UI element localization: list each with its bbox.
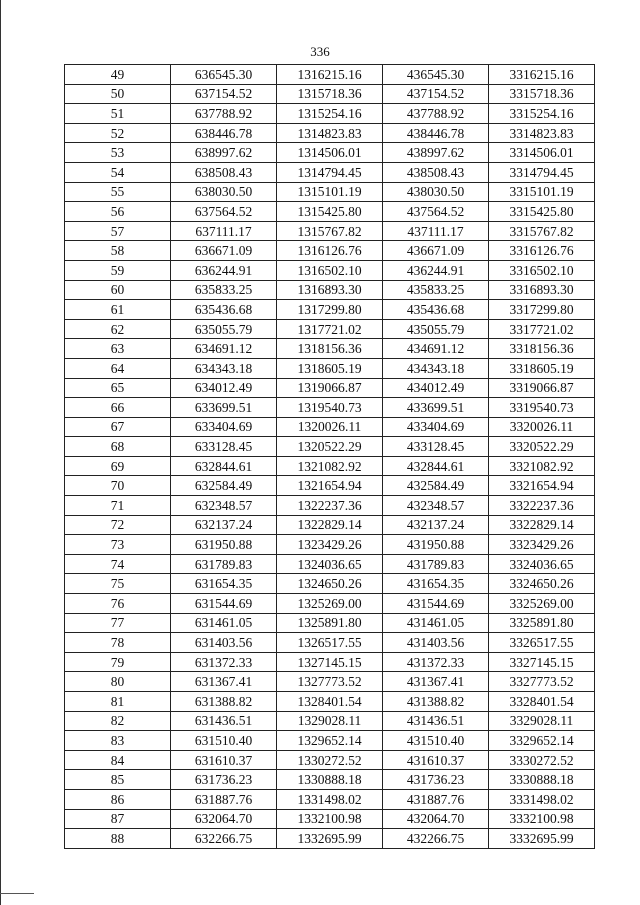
point-number-cell: 55	[65, 182, 171, 202]
x2-coordinate-cell: 432266.75	[383, 829, 489, 849]
point-number-cell: 51	[65, 104, 171, 124]
x-coordinate-cell: 637111.17	[171, 221, 277, 241]
point-number-cell: 50	[65, 84, 171, 104]
x2-coordinate-cell: 431510.40	[383, 731, 489, 751]
x2-coordinate-cell: 438446.78	[383, 123, 489, 143]
table-row	[65, 162, 595, 182]
y2-coordinate-cell: 3330272.52	[489, 750, 595, 770]
table-row	[65, 84, 595, 104]
x2-coordinate-cell: 432064.70	[383, 809, 489, 829]
table-row	[65, 574, 595, 594]
x-coordinate-cell: 631436.51	[171, 711, 277, 731]
y-coordinate-cell: 1319066.87	[277, 378, 383, 398]
point-number-cell: 77	[65, 613, 171, 633]
y-coordinate-cell: 1327145.15	[277, 652, 383, 672]
x2-coordinate-cell: 436545.30	[383, 65, 489, 85]
x-coordinate-cell: 631610.37	[171, 750, 277, 770]
x2-coordinate-cell: 431789.83	[383, 554, 489, 574]
y2-coordinate-cell: 3316502.10	[489, 260, 595, 280]
y-coordinate-cell: 1329028.11	[277, 711, 383, 731]
x-coordinate-cell: 636244.91	[171, 260, 277, 280]
table-row	[65, 300, 595, 320]
y-coordinate-cell: 1325891.80	[277, 613, 383, 633]
y2-coordinate-cell: 3330888.18	[489, 770, 595, 790]
x-coordinate-cell: 638508.43	[171, 162, 277, 182]
table-row	[65, 554, 595, 574]
coordinate-table-body	[65, 65, 595, 849]
point-number-cell: 57	[65, 221, 171, 241]
x-coordinate-cell: 631544.69	[171, 594, 277, 614]
x-coordinate-cell: 631388.82	[171, 692, 277, 712]
table-row	[65, 770, 595, 790]
x2-coordinate-cell: 431403.56	[383, 633, 489, 653]
x-coordinate-cell: 636545.30	[171, 65, 277, 85]
y2-coordinate-cell: 3316215.16	[489, 65, 595, 85]
point-number-cell: 78	[65, 633, 171, 653]
point-number-cell: 59	[65, 260, 171, 280]
page-left-edge	[0, 0, 1, 905]
x2-coordinate-cell: 432137.24	[383, 515, 489, 535]
footnote-rule	[0, 893, 34, 894]
table-row	[65, 65, 595, 85]
x-coordinate-cell: 632064.70	[171, 809, 277, 829]
x2-coordinate-cell: 431436.51	[383, 711, 489, 731]
y-coordinate-cell: 1316126.76	[277, 241, 383, 261]
point-number-cell: 84	[65, 750, 171, 770]
table-row	[65, 202, 595, 222]
x-coordinate-cell: 631950.88	[171, 535, 277, 555]
y2-coordinate-cell: 3319540.73	[489, 398, 595, 418]
x2-coordinate-cell: 436671.09	[383, 241, 489, 261]
point-number-cell: 74	[65, 554, 171, 574]
x-coordinate-cell: 631887.76	[171, 789, 277, 809]
y2-coordinate-cell: 3320026.11	[489, 417, 595, 437]
point-number-cell: 80	[65, 672, 171, 692]
y-coordinate-cell: 1327773.52	[277, 672, 383, 692]
y-coordinate-cell: 1318156.36	[277, 339, 383, 359]
y-coordinate-cell: 1315718.36	[277, 84, 383, 104]
y2-coordinate-cell: 3332695.99	[489, 829, 595, 849]
y-coordinate-cell: 1332695.99	[277, 829, 383, 849]
table-row	[65, 358, 595, 378]
point-number-cell: 73	[65, 535, 171, 555]
y-coordinate-cell: 1322237.36	[277, 496, 383, 516]
y-coordinate-cell: 1329652.14	[277, 731, 383, 751]
x-coordinate-cell: 637154.52	[171, 84, 277, 104]
y-coordinate-cell: 1330272.52	[277, 750, 383, 770]
table-row	[65, 515, 595, 535]
x2-coordinate-cell: 431950.88	[383, 535, 489, 555]
table-row	[65, 613, 595, 633]
y-coordinate-cell: 1320522.29	[277, 437, 383, 457]
y-coordinate-cell: 1322829.14	[277, 515, 383, 535]
x2-coordinate-cell: 431654.35	[383, 574, 489, 594]
x-coordinate-cell: 631372.33	[171, 652, 277, 672]
y2-coordinate-cell: 3321654.94	[489, 476, 595, 496]
y2-coordinate-cell: 3329652.14	[489, 731, 595, 751]
x2-coordinate-cell: 432348.57	[383, 496, 489, 516]
x2-coordinate-cell: 431887.76	[383, 789, 489, 809]
y-coordinate-cell: 1331498.02	[277, 789, 383, 809]
point-number-cell: 85	[65, 770, 171, 790]
x-coordinate-cell: 635436.68	[171, 300, 277, 320]
y2-coordinate-cell: 3331498.02	[489, 789, 595, 809]
table-row	[65, 437, 595, 457]
y-coordinate-cell: 1315425.80	[277, 202, 383, 222]
table-row	[65, 260, 595, 280]
y2-coordinate-cell: 3317721.02	[489, 319, 595, 339]
point-number-cell: 75	[65, 574, 171, 594]
y2-coordinate-cell: 3326517.55	[489, 633, 595, 653]
x2-coordinate-cell: 437564.52	[383, 202, 489, 222]
x-coordinate-cell: 631736.23	[171, 770, 277, 790]
y2-coordinate-cell: 3319066.87	[489, 378, 595, 398]
x-coordinate-cell: 631510.40	[171, 731, 277, 751]
point-number-cell: 49	[65, 65, 171, 85]
x2-coordinate-cell: 435436.68	[383, 300, 489, 320]
table-row	[65, 280, 595, 300]
point-number-cell: 86	[65, 789, 171, 809]
x-coordinate-cell: 631461.05	[171, 613, 277, 633]
point-number-cell: 71	[65, 496, 171, 516]
x-coordinate-cell: 631367.41	[171, 672, 277, 692]
y-coordinate-cell: 1330888.18	[277, 770, 383, 790]
x-coordinate-cell: 638446.78	[171, 123, 277, 143]
y2-coordinate-cell: 3325269.00	[489, 594, 595, 614]
y-coordinate-cell: 1314823.83	[277, 123, 383, 143]
x-coordinate-cell: 635055.79	[171, 319, 277, 339]
x2-coordinate-cell: 435833.25	[383, 280, 489, 300]
x2-coordinate-cell: 435055.79	[383, 319, 489, 339]
point-number-cell: 69	[65, 456, 171, 476]
y-coordinate-cell: 1318605.19	[277, 358, 383, 378]
x2-coordinate-cell: 431736.23	[383, 770, 489, 790]
point-number-cell: 76	[65, 594, 171, 614]
y2-coordinate-cell: 3315767.82	[489, 221, 595, 241]
x-coordinate-cell: 637564.52	[171, 202, 277, 222]
table-row	[65, 809, 595, 829]
y2-coordinate-cell: 3321082.92	[489, 456, 595, 476]
y-coordinate-cell: 1315254.16	[277, 104, 383, 124]
y-coordinate-cell: 1314794.45	[277, 162, 383, 182]
x2-coordinate-cell: 432584.49	[383, 476, 489, 496]
table-row	[65, 652, 595, 672]
y-coordinate-cell: 1319540.73	[277, 398, 383, 418]
page-number: 336	[310, 44, 330, 59]
y-coordinate-cell: 1316215.16	[277, 65, 383, 85]
x-coordinate-cell: 633404.69	[171, 417, 277, 437]
y2-coordinate-cell: 3320522.29	[489, 437, 595, 457]
point-number-cell: 63	[65, 339, 171, 359]
y2-coordinate-cell: 3324036.65	[489, 554, 595, 574]
table-row	[65, 711, 595, 731]
y2-coordinate-cell: 3318156.36	[489, 339, 595, 359]
y2-coordinate-cell: 3323429.26	[489, 535, 595, 555]
x-coordinate-cell: 635833.25	[171, 280, 277, 300]
x-coordinate-cell: 632584.49	[171, 476, 277, 496]
point-number-cell: 64	[65, 358, 171, 378]
y-coordinate-cell: 1332100.98	[277, 809, 383, 829]
table-row	[65, 535, 595, 555]
table-row	[65, 241, 595, 261]
y-coordinate-cell: 1328401.54	[277, 692, 383, 712]
x2-coordinate-cell: 431388.82	[383, 692, 489, 712]
table-row	[65, 456, 595, 476]
coordinate-table	[64, 64, 595, 849]
x-coordinate-cell: 634691.12	[171, 339, 277, 359]
point-number-cell: 87	[65, 809, 171, 829]
point-number-cell: 60	[65, 280, 171, 300]
point-number-cell: 79	[65, 652, 171, 672]
point-number-cell: 82	[65, 711, 171, 731]
x2-coordinate-cell: 431367.41	[383, 672, 489, 692]
y2-coordinate-cell: 3329028.11	[489, 711, 595, 731]
x-coordinate-cell: 638997.62	[171, 143, 277, 163]
table-row	[65, 104, 595, 124]
x2-coordinate-cell: 434691.12	[383, 339, 489, 359]
y-coordinate-cell: 1324036.65	[277, 554, 383, 574]
y2-coordinate-cell: 3328401.54	[489, 692, 595, 712]
y-coordinate-cell: 1320026.11	[277, 417, 383, 437]
y-coordinate-cell: 1315767.82	[277, 221, 383, 241]
x2-coordinate-cell: 437788.92	[383, 104, 489, 124]
y2-coordinate-cell: 3332100.98	[489, 809, 595, 829]
table-row	[65, 731, 595, 751]
point-number-cell: 70	[65, 476, 171, 496]
y2-coordinate-cell: 3324650.26	[489, 574, 595, 594]
y-coordinate-cell: 1323429.26	[277, 535, 383, 555]
table-row	[65, 594, 595, 614]
x2-coordinate-cell: 433699.51	[383, 398, 489, 418]
x2-coordinate-cell: 434012.49	[383, 378, 489, 398]
point-number-cell: 61	[65, 300, 171, 320]
table-row	[65, 417, 595, 437]
table-row	[65, 143, 595, 163]
x-coordinate-cell: 634012.49	[171, 378, 277, 398]
y2-coordinate-cell: 3322237.36	[489, 496, 595, 516]
y-coordinate-cell: 1317721.02	[277, 319, 383, 339]
y2-coordinate-cell: 3318605.19	[489, 358, 595, 378]
y2-coordinate-cell: 3314506.01	[489, 143, 595, 163]
x2-coordinate-cell: 436244.91	[383, 260, 489, 280]
point-number-cell: 81	[65, 692, 171, 712]
y2-coordinate-cell: 3315254.16	[489, 104, 595, 124]
y-coordinate-cell: 1315101.19	[277, 182, 383, 202]
x2-coordinate-cell: 433404.69	[383, 417, 489, 437]
point-number-cell: 72	[65, 515, 171, 535]
point-number-cell: 58	[65, 241, 171, 261]
table-row	[65, 319, 595, 339]
x2-coordinate-cell: 433128.45	[383, 437, 489, 457]
point-number-cell: 62	[65, 319, 171, 339]
x2-coordinate-cell: 431461.05	[383, 613, 489, 633]
x2-coordinate-cell: 437111.17	[383, 221, 489, 241]
y-coordinate-cell: 1326517.55	[277, 633, 383, 653]
table-row	[65, 789, 595, 809]
table-row	[65, 750, 595, 770]
x2-coordinate-cell: 438997.62	[383, 143, 489, 163]
x2-coordinate-cell: 431544.69	[383, 594, 489, 614]
point-number-cell: 68	[65, 437, 171, 457]
point-number-cell: 66	[65, 398, 171, 418]
y2-coordinate-cell: 3325891.80	[489, 613, 595, 633]
point-number-cell: 56	[65, 202, 171, 222]
y2-coordinate-cell: 3314823.83	[489, 123, 595, 143]
y-coordinate-cell: 1316502.10	[277, 260, 383, 280]
point-number-cell: 67	[65, 417, 171, 437]
x-coordinate-cell: 631654.35	[171, 574, 277, 594]
table-row	[65, 476, 595, 496]
x-coordinate-cell: 632844.61	[171, 456, 277, 476]
table-row	[65, 672, 595, 692]
x-coordinate-cell: 631403.56	[171, 633, 277, 653]
table-row	[65, 339, 595, 359]
x-coordinate-cell: 631789.83	[171, 554, 277, 574]
y-coordinate-cell: 1317299.80	[277, 300, 383, 320]
x-coordinate-cell: 632348.57	[171, 496, 277, 516]
x-coordinate-cell: 634343.18	[171, 358, 277, 378]
table-row	[65, 123, 595, 143]
x-coordinate-cell: 638030.50	[171, 182, 277, 202]
table-row	[65, 398, 595, 418]
x2-coordinate-cell: 434343.18	[383, 358, 489, 378]
x-coordinate-cell: 637788.92	[171, 104, 277, 124]
table-row	[65, 378, 595, 398]
x2-coordinate-cell: 432844.61	[383, 456, 489, 476]
y-coordinate-cell: 1325269.00	[277, 594, 383, 614]
x-coordinate-cell: 632137.24	[171, 515, 277, 535]
y2-coordinate-cell: 3315425.80	[489, 202, 595, 222]
point-number-cell: 83	[65, 731, 171, 751]
y2-coordinate-cell: 3316893.30	[489, 280, 595, 300]
y2-coordinate-cell: 3327145.15	[489, 652, 595, 672]
y2-coordinate-cell: 3322829.14	[489, 515, 595, 535]
y-coordinate-cell: 1321082.92	[277, 456, 383, 476]
y-coordinate-cell: 1321654.94	[277, 476, 383, 496]
x2-coordinate-cell: 431372.33	[383, 652, 489, 672]
table-row	[65, 829, 595, 849]
point-number-cell: 53	[65, 143, 171, 163]
x-coordinate-cell: 632266.75	[171, 829, 277, 849]
y2-coordinate-cell: 3314794.45	[489, 162, 595, 182]
point-number-cell: 54	[65, 162, 171, 182]
x2-coordinate-cell: 438508.43	[383, 162, 489, 182]
point-number-cell: 65	[65, 378, 171, 398]
table-row	[65, 496, 595, 516]
table-row	[65, 692, 595, 712]
x2-coordinate-cell: 431610.37	[383, 750, 489, 770]
x-coordinate-cell: 633128.45	[171, 437, 277, 457]
y-coordinate-cell: 1324650.26	[277, 574, 383, 594]
y-coordinate-cell: 1314506.01	[277, 143, 383, 163]
table-row	[65, 633, 595, 653]
y2-coordinate-cell: 3327773.52	[489, 672, 595, 692]
x2-coordinate-cell: 438030.50	[383, 182, 489, 202]
y2-coordinate-cell: 3315718.36	[489, 84, 595, 104]
y2-coordinate-cell: 3315101.19	[489, 182, 595, 202]
x-coordinate-cell: 633699.51	[171, 398, 277, 418]
x-coordinate-cell: 636671.09	[171, 241, 277, 261]
x2-coordinate-cell: 437154.52	[383, 84, 489, 104]
table-row	[65, 221, 595, 241]
table-row	[65, 182, 595, 202]
point-number-cell: 88	[65, 829, 171, 849]
y-coordinate-cell: 1316893.30	[277, 280, 383, 300]
point-number-cell: 52	[65, 123, 171, 143]
y2-coordinate-cell: 3317299.80	[489, 300, 595, 320]
y2-coordinate-cell: 3316126.76	[489, 241, 595, 261]
